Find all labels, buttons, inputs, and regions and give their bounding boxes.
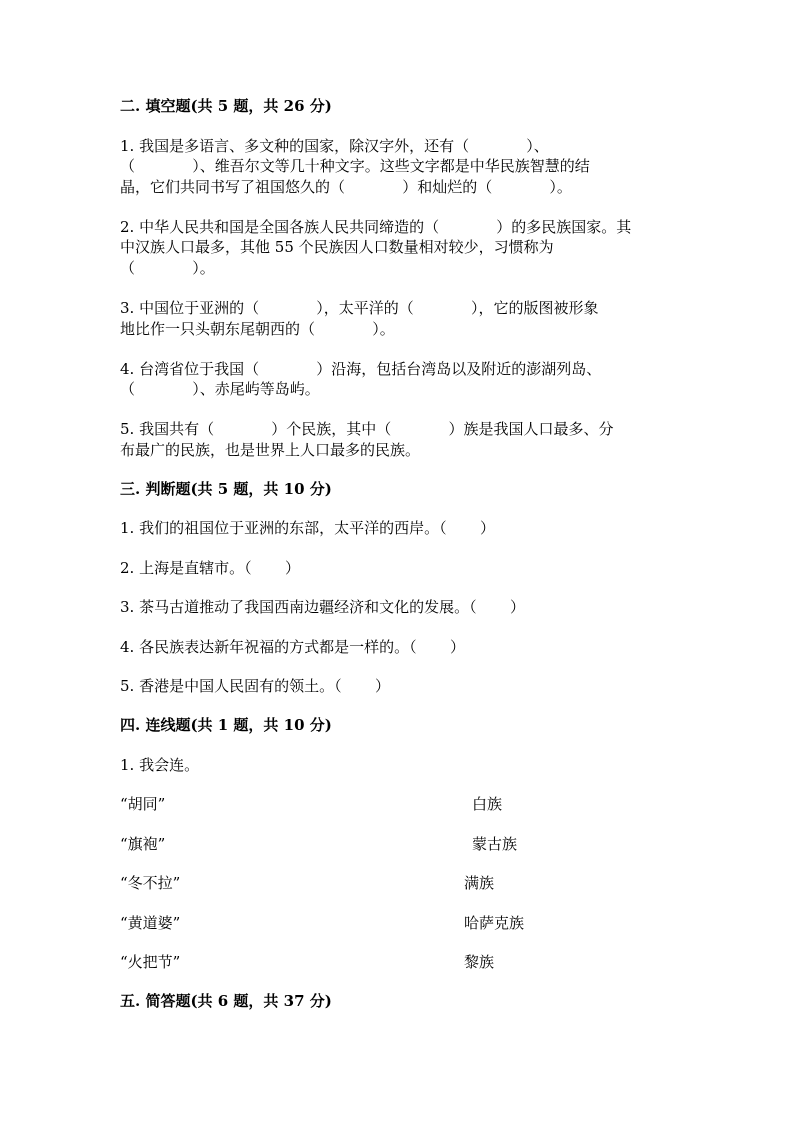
q2-1-line1: 1. 我国是多语言、多文种的国家，除汉字外，还有（ ）、 [120,137,549,155]
match-right-3: 满族 [464,874,495,892]
match-left-1: “胡同” [120,795,166,813]
q2-2-line2: 中汉族人口最多，其他 55 个民族因人口数量相对较少，习惯称为 [120,238,554,256]
match-left-5: “火把节” [120,953,181,971]
match-left-3: “冬不拉” [120,874,181,892]
match-right-2: 蒙古族 [472,835,518,853]
section-3-heading: 三. 判断题(共 5 题，共 10 分) [120,480,332,498]
q3-5: 5. 香港是中国人民固有的领土。（ ） [120,677,390,695]
q2-3-line2: 地比作一只头朝东尾朝西的（ ）。 [120,320,395,338]
match-right-5: 黎族 [464,953,495,971]
q2-1-line3: 晶，它们共同书写了祖国悠久的（ ）和灿烂的（ ）。 [120,178,572,196]
q3-3: 3. 茶马古道推动了我国西南边疆经济和文化的发展。（ ） [120,598,525,616]
q2-1-line2: （ ）、维吾尔文等几十种文字。这些文字都是中华民族智慧的结 [120,157,590,175]
q2-4-line1: 4. 台湾省位于我国（ ）沿海，包括台湾岛以及附近的澎湖列岛、 [120,360,602,378]
match-right-4: 哈萨克族 [464,914,525,932]
q2-5-line2: 布最广的民族，也是世界上人口最多的民族。 [120,441,421,459]
match-left-4: “黄道婆” [120,914,181,932]
q2-5-line1: 5. 我国共有（ ）个民族，其中（ ）族是我国人口最多、分 [120,420,614,438]
match-right-1: 白族 [472,795,503,813]
section-5-heading: 五. 简答题(共 6 题，共 37 分) [120,992,332,1010]
q3-4: 4. 各民族表达新年祝福的方式都是一样的。（ ） [120,638,465,656]
section-4-heading: 四. 连线题(共 1 题，共 10 分) [120,716,332,734]
q3-2: 2. 上海是直辖市。（ ） [120,559,300,577]
match-left-2: “旗袍” [120,835,166,853]
q2-2-line1: 2. 中华人民共和国是全国各族人民共同缔造的（ ）的多民族国家。其 [120,218,632,236]
section-2-heading: 二. 填空题(共 5 题，共 26 分) [120,97,332,115]
q2-4-line2: （ ）、赤尾屿等岛屿。 [120,380,320,398]
q2-2-line3: （ ）。 [120,259,215,277]
q3-1: 1. 我们的祖国位于亚洲的东部，太平洋的西岸。（ ） [120,519,495,537]
q2-3-line1: 3. 中国位于亚洲的（ ），太平洋的（ ），它的版图被形象 [120,299,599,317]
q4-1: 1. 我会连。 [120,756,200,774]
